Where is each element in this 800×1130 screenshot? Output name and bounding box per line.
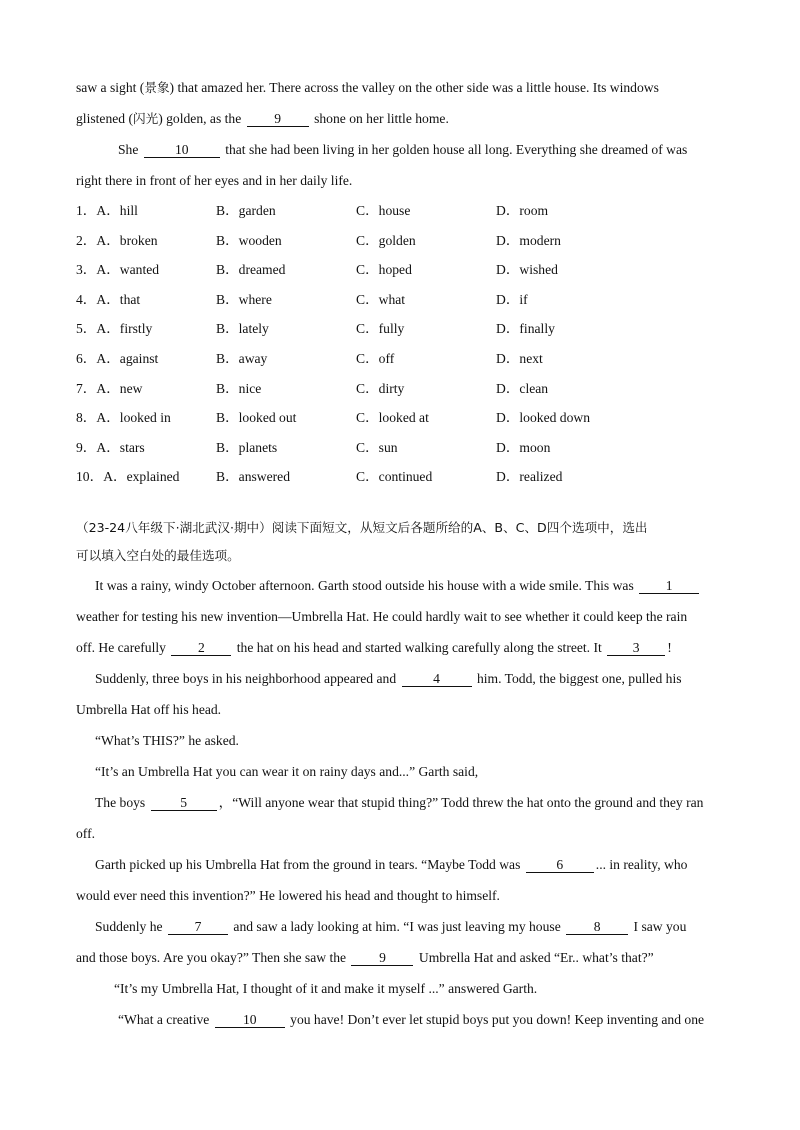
passage-line: She 10 that she had been living in her golden house all long. Everything she dreamed of was: [118, 142, 688, 157]
answer-blank-1[interactable]: 1: [639, 578, 699, 594]
option-b[interactable]: B．dreamed: [216, 262, 286, 278]
option-a[interactable]: 1．A．hill: [76, 203, 138, 218]
answer-blank-8[interactable]: 8: [566, 919, 628, 935]
option-row-4: [76, 285, 724, 315]
passage-line: “It’s my Umbrella Hat, I thought of it and make it myself ...” answered Garth.: [114, 980, 538, 996]
document-page: [76, 72, 724, 1035]
answer-blank-9b[interactable]: 9: [351, 950, 413, 966]
options-list: [76, 196, 724, 492]
option-c[interactable]: C．off: [356, 350, 395, 366]
option-a[interactable]: 3．A．wanted: [76, 262, 160, 278]
option-a[interactable]: 5．A．firstly: [76, 321, 153, 337]
instruction-line: 可以填入空白处的最佳选项。: [76, 547, 240, 563]
option-a[interactable]: 10．A．explained: [76, 469, 180, 485]
option-d[interactable]: D．realized: [496, 469, 563, 485]
passage-line: and those boys. Are you okay?” Then she saw the 9 Umbrella Hat and asked “Er.. what’s that?”: [76, 949, 654, 965]
passage-line: off.: [76, 825, 96, 841]
option-d[interactable]: D．finally: [496, 321, 555, 337]
passage-line: Umbrella Hat off his head.: [76, 701, 222, 717]
answer-blank-9[interactable]: 9: [247, 111, 309, 127]
option-c[interactable]: C．fully: [356, 321, 405, 337]
option-c[interactable]: C．dirty: [356, 380, 405, 396]
option-c[interactable]: C．house: [356, 203, 411, 218]
passage-line: Suddenly, three boys in his neighborhood appeared and 4 him. Todd, the biggest one, pulled his: [95, 670, 682, 686]
passage-line: right there in front of her eyes and in her daily life.: [76, 173, 353, 188]
option-b[interactable]: B．answered: [216, 469, 290, 485]
passage-line: [76, 72, 724, 103]
passage-line: off. He carefully 2 the hat on his head and started walking carefully along the street. It 3 !: [76, 639, 672, 655]
answer-blank-7[interactable]: 7: [168, 919, 228, 935]
option-c[interactable]: C．looked at: [356, 410, 429, 426]
option-a[interactable]: 8．A．looked in: [76, 410, 171, 426]
answer-blank-5[interactable]: 5: [151, 795, 217, 811]
option-a[interactable]: 6．A．against: [76, 350, 159, 366]
passage-line: “It’s an Umbrella Hat you can wear it on rainy days and...” Garth said,: [95, 763, 479, 779]
option-a[interactable]: 9．A．stars: [76, 439, 145, 455]
option-row-6: [76, 344, 724, 374]
answer-blank-10[interactable]: 10: [144, 142, 220, 158]
instruction-line: （23-24八年级下·湖北武汉·期中）阅读下面短文，从短文后各题所给的A、B、C、D四个选项中，选出: [76, 519, 648, 535]
option-d[interactable]: D．clean: [496, 380, 549, 396]
answer-blank-10b[interactable]: 10: [215, 1012, 285, 1028]
option-b[interactable]: B．where: [216, 291, 272, 307]
text-segment: saw a sight (景象) that amazed her. There across the valley on the other side was a little house. Its windows: [76, 80, 659, 95]
option-d[interactable]: D．looked down: [496, 410, 591, 426]
option-b[interactable]: B．looked out: [216, 410, 297, 426]
answer-blank-4[interactable]: 4: [402, 671, 472, 687]
passage-line: It was a rainy, windy October afternoon. Garth stood outside his house with a wide smile. This was 1: [76, 570, 724, 601]
answer-blank-2[interactable]: 2: [171, 640, 231, 656]
option-d[interactable]: D．wished: [496, 262, 558, 278]
option-c[interactable]: C．hoped: [356, 262, 412, 278]
option-a[interactable]: 7．A．new: [76, 380, 143, 396]
option-row-10: [76, 462, 724, 492]
option-b[interactable]: B．wooden: [216, 232, 282, 248]
option-b[interactable]: B．planets: [216, 439, 278, 455]
option-c[interactable]: C．sun: [356, 439, 398, 455]
option-c[interactable]: C．what: [356, 291, 406, 307]
option-a[interactable]: 4．A．that: [76, 291, 141, 307]
option-a[interactable]: 2．A．broken: [76, 232, 158, 248]
option-row-9: [76, 433, 724, 463]
passage-line: “What’s THIS?” he asked.: [95, 732, 239, 748]
passage-line: The boys 5 ，“Will anyone wear that stupid thing?” Todd threw the hat onto the ground and they ran: [95, 794, 704, 810]
answer-blank-3[interactable]: 3: [607, 640, 665, 656]
option-d[interactable]: D．next: [496, 350, 543, 366]
option-d[interactable]: D．modern: [496, 232, 561, 248]
option-d[interactable]: D．room: [496, 203, 549, 218]
option-row-3: [76, 255, 724, 285]
answer-blank-6[interactable]: 6: [526, 857, 594, 873]
option-row-2: [76, 226, 724, 256]
option-c[interactable]: C．golden: [356, 232, 416, 248]
option-row-1: [76, 196, 724, 226]
option-d[interactable]: D．if: [496, 291, 528, 307]
option-b[interactable]: B．nice: [216, 380, 262, 396]
option-b[interactable]: B．lately: [216, 321, 269, 337]
passage-line: glistened (闪光) golden, as the 9 shone on her little home.: [76, 111, 449, 126]
passage-line: Garth picked up his Umbrella Hat from the ground in tears. “Maybe Todd was 6 ... in reality, who: [95, 856, 688, 872]
option-row-8: [76, 403, 724, 433]
option-b[interactable]: B．garden: [216, 203, 276, 218]
passage-line: weather for testing his new invention—Umbrella Hat. He could hardly wait to see whether it could keep the rain: [76, 608, 688, 624]
option-row-5: [76, 314, 724, 344]
option-c[interactable]: C．continued: [356, 469, 433, 485]
option-d[interactable]: D．moon: [496, 439, 551, 455]
passage-line: “What a creative 10 you have! Don’t ever let stupid boys put you down! Keep inventing and one: [118, 1011, 705, 1027]
passage-line: would ever need this invention?” He lowered his head and thought to himself.: [76, 887, 500, 903]
option-row-7: [76, 374, 724, 404]
option-b[interactable]: B．away: [216, 350, 268, 366]
passage-line: Suddenly he 7 and saw a lady looking at him. “I was just leaving my house 8 I saw you: [95, 918, 687, 934]
